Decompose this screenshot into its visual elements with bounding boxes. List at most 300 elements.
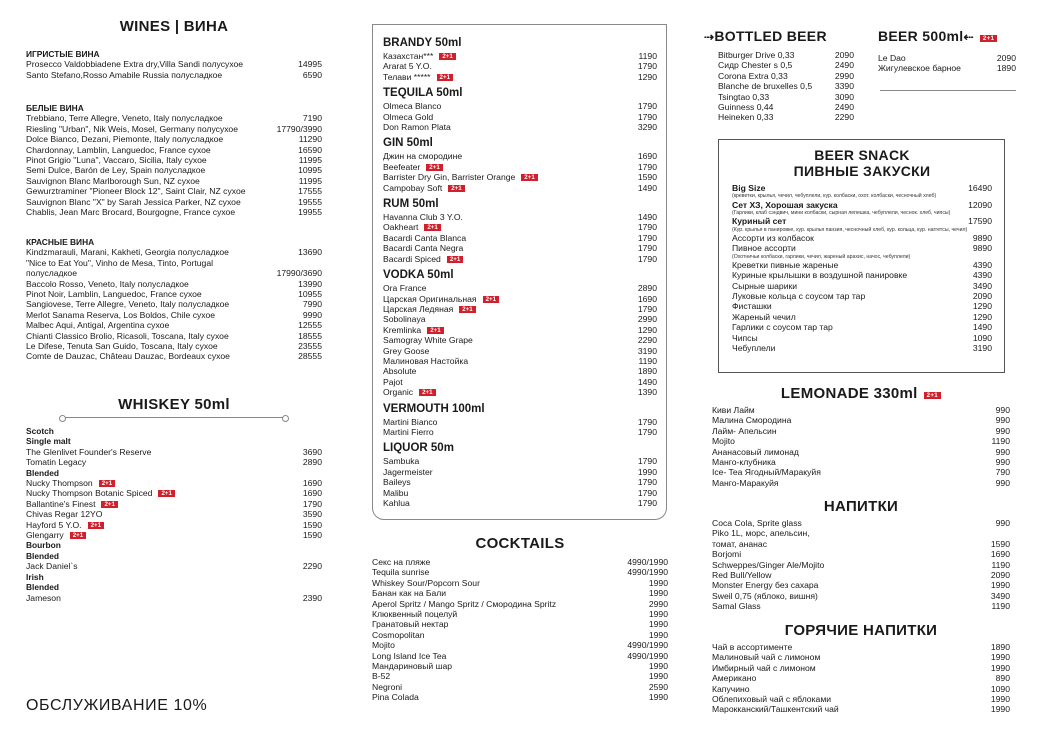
item-name — [383, 498, 634, 508]
item-name-text: Coca Cola, Sprite glass — [712, 518, 802, 528]
item-price: 990 — [995, 518, 1010, 528]
item-name — [732, 322, 969, 332]
spirit-item — [383, 335, 657, 345]
item-name — [732, 343, 969, 353]
menu-item — [26, 155, 322, 165]
item-name-text: Jagermeister — [383, 466, 433, 477]
snack-item — [732, 312, 992, 322]
menu-item — [26, 165, 322, 175]
menu-item — [26, 351, 322, 361]
menu-item — [26, 289, 322, 299]
item-name — [878, 53, 993, 63]
menu-item — [712, 652, 1010, 662]
item-name — [732, 291, 969, 301]
snack-item — [732, 270, 992, 280]
item-price: 990 — [995, 446, 1010, 457]
promo-badge: 2+1 — [419, 389, 436, 396]
menu-item — [26, 186, 322, 196]
snack-item — [732, 233, 992, 243]
snack-item — [732, 322, 992, 332]
lemonade-title — [712, 385, 1010, 402]
item-name — [26, 289, 294, 299]
item-price: 2290 — [302, 561, 322, 572]
item-price: 1190 — [638, 51, 657, 61]
menu-item — [712, 405, 1010, 415]
menu-item — [712, 436, 1010, 446]
item-name-text: Секс на пляже — [372, 557, 431, 567]
item-name — [732, 270, 969, 280]
item-price: 990 — [995, 477, 1010, 488]
item-name — [712, 591, 987, 601]
menu-item — [712, 591, 1010, 601]
item-name-text: Bacardi Spiced — [383, 253, 441, 264]
item-price: 1690 — [990, 549, 1010, 560]
beer500-badge: 2+1 — [980, 35, 997, 42]
spirit-section-title: GIN 50ml — [383, 137, 433, 150]
item-price: 1990 — [648, 577, 668, 588]
menu-item — [372, 671, 668, 681]
item-name — [712, 426, 992, 436]
item-name-text: Pinot Noir, Lamblin, Languedoc, France сухое — [26, 289, 202, 300]
item-name-text: Chianti Classico Brolio, Ricasoli, Toscana, Italy сухое — [26, 330, 229, 341]
item-name — [718, 81, 831, 91]
whiskey-category: Scotch — [26, 426, 54, 436]
item-name — [712, 663, 987, 673]
bottled-beer-label: BOTTLED BEER — [714, 28, 827, 44]
beer500-section — [878, 28, 1018, 74]
menu-item — [372, 692, 668, 702]
item-price: 1790 — [637, 161, 657, 172]
item-name — [383, 183, 634, 193]
lemonade-section — [712, 385, 1010, 488]
item-price: 1990 — [990, 580, 1010, 591]
snack-description: (Кур. крылья в панировке, кур. крылья панзия, чесночный хлеб, кур. кольца, кур. наггетсы, чечил) — [732, 226, 968, 233]
spirit-section-title: LIQUOR 50m — [383, 442, 454, 455]
whiskey-item — [26, 457, 322, 467]
item-price: 2990 — [834, 70, 854, 81]
snack-item — [732, 243, 992, 253]
spirit-item — [383, 254, 657, 264]
item-name-text: Riesling "Urban", Nik Weis, Mosel, Germany полусухое — [26, 123, 238, 134]
item-name-text: Банан как на Бали — [372, 588, 447, 599]
menu-item — [26, 145, 322, 155]
item-price: 10955 — [298, 289, 322, 300]
item-name — [26, 320, 294, 330]
item-name — [383, 488, 634, 498]
item-name-text: Kremlinka — [383, 324, 422, 335]
promo-badge: 2+1 — [439, 53, 456, 60]
item-name-text: Heineken 0,33 — [718, 112, 774, 123]
item-name — [712, 684, 987, 694]
item-name — [732, 333, 969, 343]
spirit-item — [383, 427, 657, 437]
spirit-item — [383, 417, 657, 427]
item-price: 990 — [995, 425, 1010, 436]
spirit-section — [383, 136, 657, 193]
spirit-item — [383, 366, 657, 376]
item-price: 990 — [995, 457, 1010, 468]
item-name-text: Chardonnay, Lamblin, Languedoc, France сухое — [26, 144, 211, 155]
item-price: 1790 — [637, 303, 657, 314]
snack-item — [732, 216, 992, 226]
spirit-item — [383, 467, 657, 477]
item-price: 4390 — [972, 270, 992, 281]
menu-item — [712, 694, 1010, 704]
item-name — [383, 72, 634, 82]
red-list — [26, 247, 322, 361]
menu-item — [26, 258, 322, 268]
item-name-text: Манго-клубника — [712, 457, 776, 468]
menu-item — [26, 207, 322, 217]
item-price: 7190 — [302, 113, 322, 124]
spirit-item — [383, 477, 657, 487]
item-name — [383, 456, 634, 466]
item-price: 1990 — [648, 671, 668, 682]
item-name — [383, 346, 634, 356]
item-price: 11995 — [298, 155, 322, 166]
item-price: 4990/1990 — [627, 640, 668, 651]
item-name — [732, 233, 969, 243]
item-price: 1990 — [648, 629, 668, 640]
item-name-text: Жареный чечил — [732, 311, 796, 322]
menu-item — [718, 81, 854, 91]
item-name-text: Red Bull/Yellow — [712, 570, 772, 581]
item-name-text: Sauvignon Blanc "X" by Sarah Jessica Parker, NZ сухое — [26, 196, 241, 207]
menu-item — [712, 518, 1010, 528]
item-name — [26, 134, 295, 144]
spirit-item — [383, 243, 657, 253]
item-name-text: Мандариновый шар — [372, 661, 453, 672]
menu-item — [372, 619, 668, 629]
snack-item — [732, 183, 992, 193]
menu-item — [26, 124, 322, 134]
item-name — [712, 528, 1006, 538]
item-price: 2290 — [834, 112, 854, 123]
item-price: 1990 — [990, 662, 1010, 673]
item-price: 9890 — [972, 232, 992, 243]
item-name — [712, 478, 992, 488]
item-name — [712, 570, 987, 580]
item-price: 1790 — [637, 61, 657, 72]
item-name-text: Merlot Sanama Reserva, Los Boldos, Chile сухое — [26, 309, 216, 320]
item-name-text: Havanna Club 3 Y.O. — [383, 212, 463, 223]
item-price: 18555 — [298, 330, 322, 341]
item-price: 4990/1990 — [627, 557, 668, 567]
spirit-item — [383, 314, 657, 324]
item-name-text: Organic — [383, 387, 414, 398]
spirit-item — [383, 387, 657, 397]
spirit-item — [383, 304, 657, 314]
promo-badge: 2+1 — [483, 296, 500, 303]
menu-item — [372, 682, 668, 692]
item-price: 1990 — [648, 588, 668, 599]
spirit-item — [383, 325, 657, 335]
menu-item — [26, 310, 322, 320]
item-name-text: Trebbiano, Terre Allegre, Veneto, Italy полусладкое — [26, 113, 223, 124]
item-name — [712, 652, 987, 662]
item-name — [732, 216, 964, 226]
spirit-section-title: TEQUILA 50ml — [383, 87, 463, 100]
item-name — [26, 351, 294, 361]
whiskey-item — [26, 509, 322, 519]
item-name-text: Манго-Маракуйя — [712, 477, 779, 488]
item-name — [383, 162, 634, 172]
item-name-text: Samal Glass — [712, 601, 761, 612]
item-price: 2090 — [996, 53, 1016, 63]
item-price: 1990 — [648, 692, 668, 703]
item-price: 3390 — [834, 81, 854, 92]
item-name-text: Comte de Dauzac, Château Dauzac, Bordeaux сухое — [26, 351, 230, 362]
snack-list — [732, 183, 992, 354]
item-name — [712, 447, 992, 457]
menu-item — [26, 176, 322, 186]
menu-item — [878, 63, 1016, 73]
menu-item — [712, 478, 1010, 488]
item-name-text: Whiskey Sour/Popcorn Sour — [372, 577, 480, 588]
item-name-text: Сет ХЗ, Хорошая закуска — [732, 199, 838, 210]
item-name — [26, 509, 299, 519]
menu-item — [718, 102, 854, 112]
spirit-section — [383, 402, 657, 438]
item-name — [372, 599, 645, 609]
whiskey-item — [26, 447, 322, 457]
item-name — [26, 447, 299, 457]
item-name — [383, 467, 634, 477]
wines-title: WINES | ВИНА — [119, 18, 229, 35]
item-price: 3490 — [990, 590, 1010, 601]
item-name-text: Креветки пивные жареные — [732, 259, 839, 270]
item-name-text: Джин на смородине — [383, 151, 463, 162]
item-name-text: Baileys — [383, 477, 411, 488]
item-name — [383, 294, 634, 304]
item-price: 2490 — [834, 102, 854, 113]
item-name-text: Bacardi Canta Negra — [383, 243, 464, 254]
item-name-text: Малина Смородина — [712, 415, 792, 426]
lemonade-list — [712, 405, 1010, 488]
item-price: 1790 — [637, 477, 657, 488]
item-name — [372, 682, 645, 692]
item-name-text: Monster Energy без сахара — [712, 580, 819, 591]
item-price: 11995 — [298, 175, 322, 186]
item-name — [372, 609, 645, 619]
item-name — [712, 518, 992, 528]
item-price: 1890 — [990, 642, 1010, 652]
item-price: 1190 — [991, 559, 1010, 570]
item-name — [712, 694, 987, 704]
item-name-text: Сидр Chester s 0,5 — [718, 60, 793, 71]
cocktails-list — [372, 557, 668, 703]
spirit-item — [383, 222, 657, 232]
item-price: 1090 — [990, 683, 1010, 694]
item-name — [712, 549, 987, 559]
item-name — [26, 176, 295, 186]
item-name — [26, 457, 299, 467]
item-name-text: Телави ***** — [383, 71, 431, 82]
item-name-text: Mojito — [712, 436, 735, 447]
item-name — [372, 619, 645, 629]
item-name — [372, 630, 645, 640]
item-name-text: Malbec Aqui, Antigal, Argentina сухое — [26, 320, 170, 331]
whiskey-divider — [64, 417, 284, 418]
item-name — [712, 415, 992, 425]
item-name — [26, 299, 299, 309]
item-name-text: Луковые кольца с соусом тар тар — [732, 291, 866, 302]
item-price: 10995 — [298, 165, 322, 176]
item-name-text: Sangiovese, Terre Allegre, Veneto, Italy полусладкое — [26, 299, 230, 310]
snack-item — [732, 200, 992, 210]
item-name-text: Американо — [712, 673, 757, 684]
item-price: 1290 — [637, 71, 657, 82]
spirit-item — [383, 356, 657, 366]
item-name — [383, 51, 635, 61]
item-name — [383, 356, 635, 366]
item-price: 3190 — [972, 343, 992, 354]
item-name-text: Malibu — [383, 487, 409, 498]
item-name-text: Царская Ледяная — [383, 303, 454, 314]
spirit-item — [383, 377, 657, 387]
item-name — [712, 436, 988, 446]
item-price: 3090 — [834, 91, 854, 102]
item-name — [383, 427, 634, 437]
item-name-text: Ассорти из колбасок — [732, 232, 814, 243]
item-price: 2090 — [990, 570, 1010, 581]
menu-item — [712, 549, 1010, 559]
menu-item — [372, 630, 668, 640]
menu-item — [718, 92, 854, 102]
hot-drinks-list — [712, 642, 1010, 715]
item-price: 23555 — [298, 341, 322, 352]
menu-item — [712, 601, 1010, 611]
item-name-text: Клюквенный поцелуй — [372, 609, 458, 620]
item-price: 2490 — [834, 60, 854, 71]
promo-badge: 2+1 — [424, 224, 441, 231]
spirit-item — [383, 72, 657, 82]
item-name — [383, 243, 634, 253]
item-price: 3290 — [637, 122, 657, 133]
drinks-title: НАПИТКИ — [823, 498, 899, 515]
item-price: 1690 — [637, 151, 657, 162]
menu-item — [372, 557, 668, 567]
menu-item — [372, 578, 668, 588]
item-price: 4990/1990 — [627, 567, 668, 578]
drinks-section — [712, 498, 1010, 612]
item-price: 17790/3990 — [276, 123, 322, 134]
item-name — [383, 366, 634, 376]
item-name — [383, 304, 634, 314]
spirit-item — [383, 212, 657, 222]
item-price: 890 — [995, 673, 1010, 684]
item-price: 13990 — [298, 278, 322, 289]
item-price: 19955 — [298, 207, 322, 218]
item-name-text: Kindzmarauli, Marani, Kakheti, Georgia полусладкое — [26, 247, 229, 258]
item-price: 1690 — [637, 293, 657, 304]
whiskey-category: Bourbon — [26, 540, 61, 551]
item-price: 1390 — [637, 387, 657, 398]
item-price: 1190 — [991, 601, 1010, 612]
snack-section — [732, 148, 992, 354]
menu-item — [712, 580, 1010, 590]
promo-badge: 2+1 — [447, 256, 464, 263]
whiskey-category: Single malt — [26, 436, 71, 447]
item-name-text: Piko 1L, морс, апельсин, — [712, 528, 810, 539]
menu-item — [712, 415, 1010, 425]
menu-item — [372, 661, 668, 671]
sparkling-title: ИГРИСТЫЕ ВИНА — [26, 49, 100, 59]
item-price: 3590 — [302, 509, 322, 520]
whiskey-item — [26, 478, 322, 488]
spirit-item — [383, 346, 657, 356]
item-name-text: Марокканский/Ташкентский чай — [712, 704, 839, 715]
item-name-text: Ананасовый лимонад — [712, 446, 799, 457]
item-name-text: Glengarry — [26, 530, 64, 541]
menu-item — [712, 426, 1010, 436]
item-name — [372, 557, 623, 567]
item-name-text: Pinot Grigio "Luna", Vaccaro, Sicilia, Italy сухое — [26, 155, 207, 166]
item-price: 1590 — [637, 172, 657, 183]
item-name-text: Киви Лайм — [712, 405, 755, 415]
item-price: 6590 — [302, 69, 322, 80]
item-name-text: Малиновая Настойка — [383, 355, 469, 366]
item-name-text: Schweppes/Ginger Ale/Mojito — [712, 559, 825, 570]
item-name-text: Guinness 0,44 — [718, 102, 774, 113]
item-name — [712, 642, 987, 652]
item-name-text: Oakheart — [383, 222, 419, 233]
whiskey-item — [26, 561, 322, 571]
item-name-text: Малиновый чай с лимоном — [712, 652, 821, 663]
item-name-text: Bitburger Drive 0,33 — [718, 50, 795, 60]
item-price: 1090 — [972, 332, 992, 343]
snack-item — [732, 301, 992, 311]
spirit-section-title: BRANDY 50ml — [383, 37, 462, 49]
snack-description: (Гарлики, клаб сэндвич, мини колбаски, сырная лепешка, чебуплели, чеснок. хлеб, чипсы) — [732, 210, 951, 217]
snack-item — [732, 260, 992, 270]
item-name-text: Nucky Thompson — [26, 478, 93, 489]
item-name-text: Гарлики с соусом тар тар — [732, 322, 833, 333]
item-name-text: Santo Stefano,Rosso Amabile Russia полусладкое — [26, 69, 223, 80]
item-name — [712, 601, 988, 611]
lemonade-badge: 2+1 — [924, 392, 941, 399]
item-price: 2390 — [302, 592, 322, 603]
item-price: 1590 — [302, 519, 322, 530]
spirit-item — [383, 294, 657, 304]
item-name — [26, 310, 299, 320]
spirit-item — [383, 61, 657, 71]
menu-item — [712, 673, 1010, 683]
item-price: 1290 — [972, 301, 992, 312]
menu-item — [712, 457, 1010, 467]
snack-description: (Охотничьи колбаски, гарлики, чечил, жареный арахис, начос, чебуплели) — [732, 253, 911, 260]
item-name-text: Куриные крылышки в воздушной панировке — [732, 270, 908, 281]
menu-item — [26, 279, 322, 289]
item-name-text: Ora France — [383, 283, 427, 294]
bottled-beer-list — [718, 50, 854, 123]
item-price: 1990 — [990, 652, 1010, 663]
item-price: 2090 — [972, 291, 992, 302]
promo-badge: 2+1 — [437, 74, 454, 81]
item-price: 1790 — [637, 101, 657, 112]
item-price: 1690 — [302, 478, 322, 489]
menu-item — [372, 588, 668, 598]
menu-item — [372, 599, 668, 609]
item-name-text: Borjomi — [712, 549, 742, 560]
item-name — [712, 405, 992, 415]
item-name — [26, 186, 294, 196]
item-name-text: Beefeater — [383, 161, 421, 172]
item-name-text: B-52 — [372, 671, 391, 682]
menu-item — [26, 134, 322, 144]
beer500-arrow-icon: ⇠ — [963, 30, 974, 44]
item-name-text: Barrister Dry Gin, Barrister Orange — [383, 172, 516, 183]
